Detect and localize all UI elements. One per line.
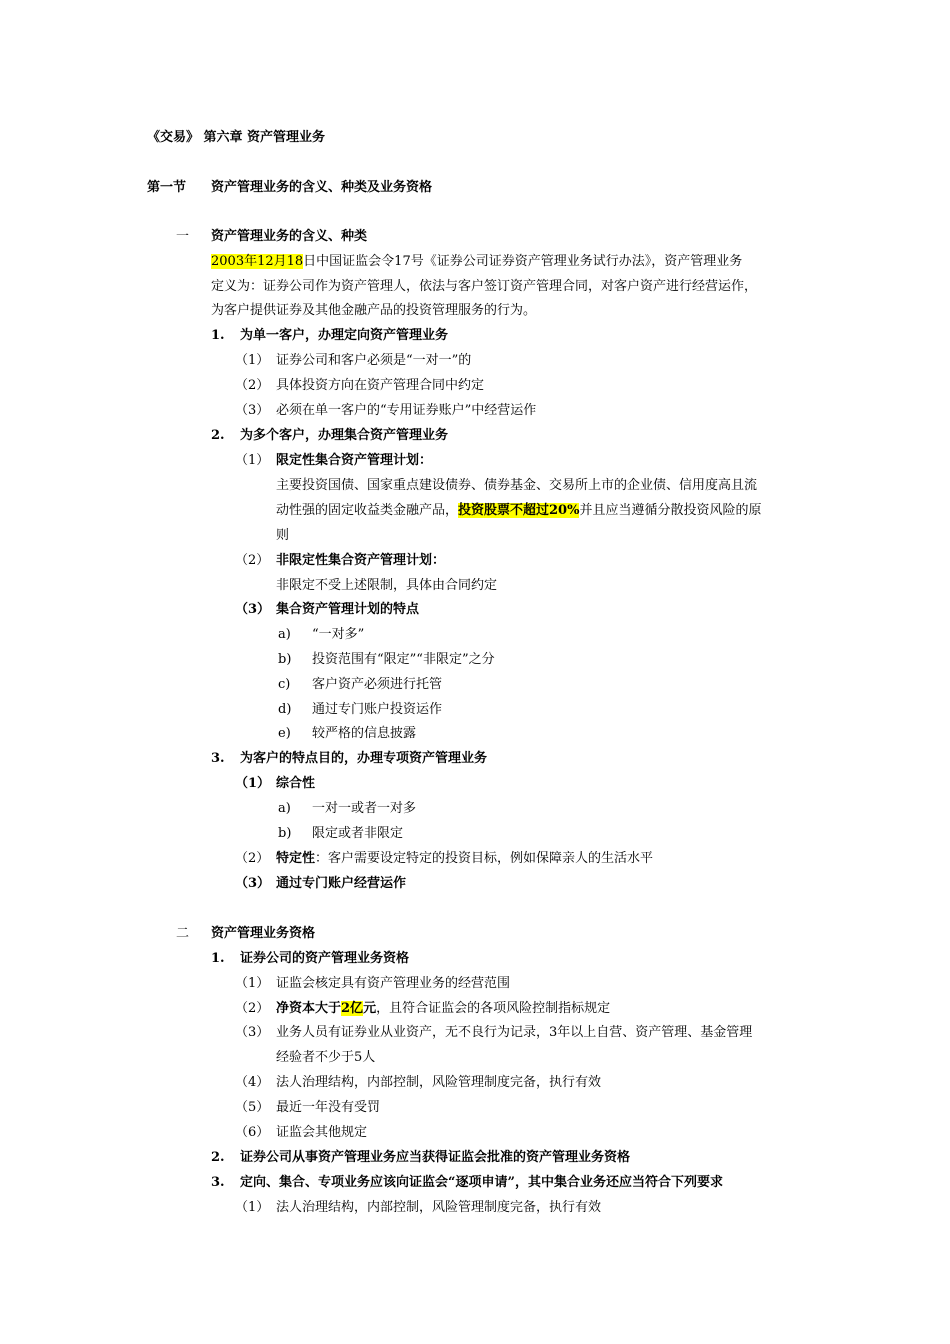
sub-text: 最近一年没有受罚 (276, 1100, 381, 1115)
sub-text: 必须在单一客户的“专用证券账户”中经营运作 (276, 403, 537, 418)
sub-number: （2） (235, 1001, 270, 1016)
sub-text: 证券公司和客户必须是“一对一”的 (276, 353, 472, 368)
item-title: 定向、集合、专项业务应该向证监会“逐项申请”，其中集合业务还应当符合下列要求 (240, 1175, 723, 1190)
sub-text: 具体投资方向在资产管理合同中约定 (276, 378, 485, 393)
feature-letter: b) (278, 652, 292, 667)
item-title: 证券公司从事资产管理业务应当获得证监会批准的资产管理业务资格 (240, 1150, 631, 1165)
sub-title: 非限定性集合资产管理计划： (276, 553, 446, 568)
item-number: 3. (211, 1175, 225, 1190)
item-title: 为多个客户，办理集合资产管理业务 (240, 428, 449, 443)
paragraph-line (276, 502, 761, 520)
sub-number: （3） (235, 403, 270, 418)
feature-letter: a) (278, 627, 291, 642)
sub-title: 限定性集合资产管理计划： (276, 453, 433, 468)
part-title: 资产管理业务的含义、种类 (211, 229, 368, 244)
sub-line (276, 850, 653, 868)
paragraph-line: 主要投资国债、国家重点建设债券、债券基金、交易所上市的企业债、信用度高且流 (276, 478, 758, 493)
item-title: 证券公司的资产管理业务资格 (240, 951, 410, 966)
sub-line (276, 1000, 610, 1018)
feature-text: 一对一或者一对多 (312, 801, 417, 816)
sub-number: （2） (235, 851, 270, 866)
item-number: 2. (211, 1150, 225, 1165)
sub-title: 通过专门账户经营运作 (276, 876, 407, 891)
sub-text: 证监会其他规定 (276, 1125, 368, 1140)
feature-text: 投资范围有“限定”“非限定”之分 (312, 652, 495, 667)
sub-number: （3） (235, 602, 271, 617)
highlighted-capital: 2亿 (341, 1001, 364, 1016)
sub-text: ：客户需要设定特定的投资目标，例如保障亲人的生活水平 (315, 851, 654, 866)
item-number: 2. (211, 428, 225, 443)
paragraph-line: 非限定不受上述限制，具体由合同约定 (276, 578, 498, 593)
feature-text: 限定或者非限定 (312, 826, 404, 841)
sub-text: 法人治理结构，内部控制，风险管理制度完备，执行有效 (276, 1200, 602, 1215)
item-number: 3. (211, 751, 225, 766)
unit-text: 元 (363, 1001, 377, 1016)
sub-number: （4） (235, 1075, 270, 1090)
item-title: 为客户的特点目的，办理专项资产管理业务 (240, 751, 488, 766)
sub-title: 特定性 (276, 851, 316, 866)
paragraph-line: 经验者不少于5人 (276, 1050, 376, 1065)
feature-text: “一对多” (312, 627, 365, 642)
feature-letter: e) (278, 726, 291, 741)
feature-text: 通过专门账户投资运作 (312, 702, 443, 717)
part-label: 二 (176, 926, 190, 941)
intro-line-1 (211, 253, 742, 271)
sub-text: 法人治理结构，内部控制，风险管理制度完备，执行有效 (276, 1075, 602, 1090)
sub-text: ，且符合证监会的各项风险控制指标规定 (376, 1001, 611, 1016)
item-number: 1. (211, 951, 225, 966)
sub-number: （1） (235, 453, 270, 468)
sub-number: （2） (235, 553, 270, 568)
sub-number: （1） (235, 353, 270, 368)
part-label: 一 (176, 229, 190, 244)
intro-line-2: 定义为：证券公司作为资产管理人，依法与客户签订资产管理合同，对客户资产进行经营运作， (211, 279, 758, 294)
paragraph-line: 则 (276, 528, 290, 543)
item-title: 为单一客户，办理定向资产管理业务 (240, 328, 449, 343)
highlighted-date: 2003年12月18 (211, 254, 304, 269)
sub-number: （3） (235, 1025, 270, 1040)
text-fragment: 并且应当遵循分散投资风险的原 (579, 503, 762, 518)
sub-number: （1） (235, 776, 271, 791)
text-fragment: 动性强的固定收益类金融产品， (276, 503, 459, 518)
sub-number: （3） (235, 876, 271, 891)
sub-title: 综合性 (276, 776, 316, 791)
feature-letter: b) (278, 826, 292, 841)
feature-text: 客户资产必须进行托管 (312, 677, 443, 692)
sub-number: （6） (235, 1125, 270, 1140)
paragraph-line: 业务人员有证券业从业资产，无不良行为记录，3年以上自营、资产管理、基金管理 (276, 1025, 753, 1040)
sub-title: 净资本大于 (276, 1001, 342, 1016)
sub-number: （1） (235, 976, 270, 991)
section-title: 资产管理业务的含义、种类及业务资格 (211, 180, 433, 195)
sub-number: （5） (235, 1100, 270, 1115)
part-title: 资产管理业务资格 (211, 926, 316, 941)
feature-letter: d) (278, 702, 292, 717)
feature-letter: c) (278, 677, 291, 692)
section-label: 第一节 (147, 180, 187, 195)
feature-letter: a) (278, 801, 291, 816)
sub-number: （1） (235, 1200, 270, 1215)
sub-title: 集合资产管理计划的特点 (276, 602, 420, 617)
sub-text: 证监会核定具有资产管理业务的经营范围 (276, 976, 511, 991)
feature-text: 较严格的信息披露 (312, 726, 417, 741)
document-title: 《交易》 第六章 资产管理业务 (147, 130, 326, 145)
intro-line-3: 为客户提供证券及其他金融产品的投资管理服务的行为。 (211, 303, 537, 318)
item-number: 1. (211, 328, 225, 343)
sub-number: （2） (235, 378, 270, 393)
intro-text: 日中国证监会令17号《证券公司证券资产管理业务试行办法》，资产管理业务 (303, 254, 743, 269)
highlighted-limit: 投资股票不超过20% (458, 503, 580, 518)
